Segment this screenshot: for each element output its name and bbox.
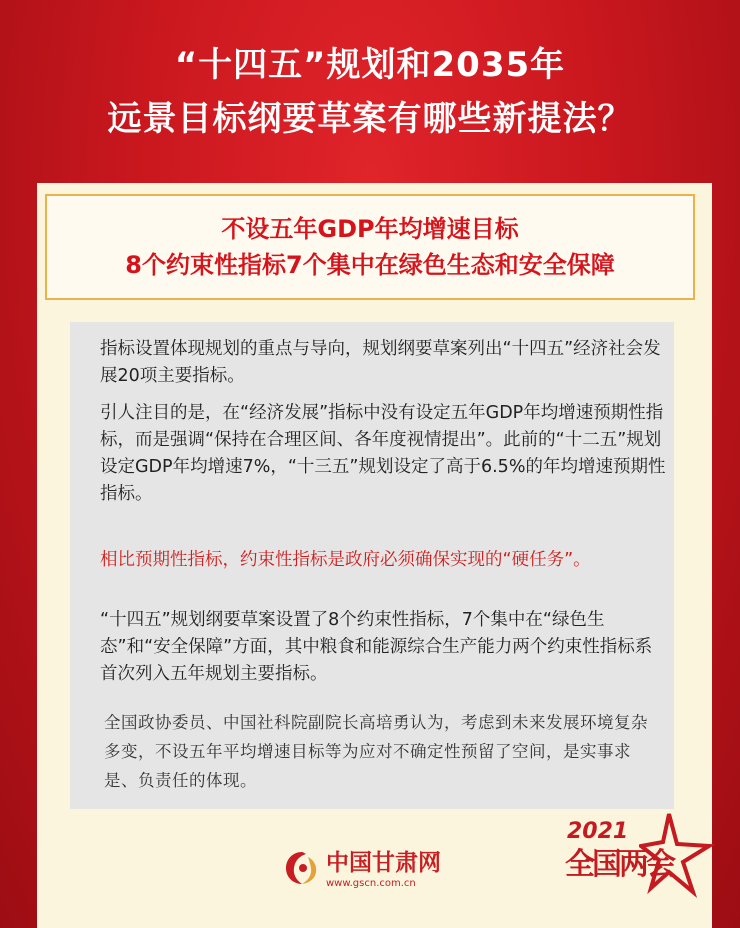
subtitle-line-1: 不设五年GDP年均增速目标	[221, 215, 519, 243]
subtitle-line-2: 8个约束性指标7个集中在绿色生态和安全保障	[125, 251, 615, 279]
gscn-logo-name: 中国甘肃网	[326, 849, 441, 876]
title-line-1: “十四五”规划和2035年	[174, 45, 566, 85]
subtitle-box	[45, 194, 695, 300]
paragraph-expert-quote: 全国政协委员、中国社科院副院长高培勇认为，考虑到未来发展环境复杂多变，不设五年平均增速目标等为应对不确定性预留了空间，是实事求是、负责任的体现。	[104, 713, 648, 790]
two-sessions-badge	[555, 808, 723, 908]
paragraph-binding-indicators: “十四五”规划纲要草案设置了8个约束性指标，7个集中在“绿色生态”和“安全保障”方面，其中粮食和能源综合生产能力两个约束性指标系首次列入五年规划主要指标。	[100, 610, 653, 684]
gscn-logo-url: www.gscn.com.cn	[326, 878, 416, 889]
title-line-2: 远景目标纲要草案有哪些新提法？	[107, 99, 633, 139]
badge-text: 全国两会	[565, 847, 673, 882]
badge-year: 2021	[567, 819, 629, 844]
gscn-logo-icon	[282, 848, 322, 888]
paragraph-binding-emphasis: 相比预期性指标，约束性指标是政府必须确保实现的“硬任务”。	[100, 550, 591, 570]
paragraph-gdp: 引人注目的是，在“经济发展”指标中没有设定五年GDP年均增速预期性指标，而是强调“保持在合理区间、各年度视情提出”。此前的“十二五”规划设定GDP年均增速7%，“十三五”规划设定了高于6.5%的年均增速预期性指标。	[100, 403, 666, 504]
paragraph-intro: 指标设置体现规划的重点与导向，规划纲要草案列出“十四五”经济社会发展20项主要指标。	[100, 339, 661, 386]
page-title	[0, 38, 740, 146]
gscn-logo	[282, 848, 462, 896]
